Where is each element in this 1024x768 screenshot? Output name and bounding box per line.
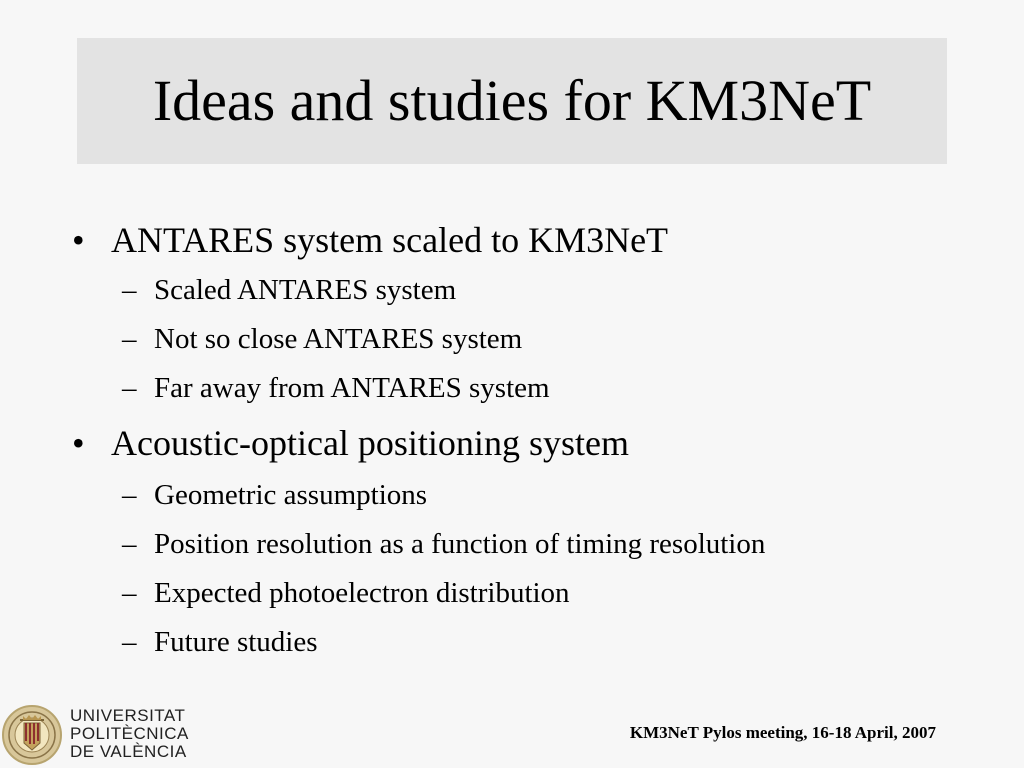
sub-bullet-text: Position resolution as a function of timing resolution [154,528,766,560]
dash-icon: – [122,528,137,560]
sub-bullet-text: Expected photoelectron distribution [154,577,570,609]
logo-line-1: UNIVERSITAT [70,706,186,725]
sub-bullet-item-1-2 [122,323,523,355]
dash-icon: – [122,626,137,658]
slide-footer: KM3NeT Pylos meeting, 16-18 April, 2007 [629,723,936,742]
bullet-text: ANTARES system scaled to KM3NeT [111,220,669,260]
sub-bullet-item-2-3 [122,577,570,609]
sub-bullet-item-2-4 [122,626,318,658]
sub-bullet-item-1-3 [122,372,550,404]
dash-icon: – [122,274,137,306]
sub-bullet-item-1-1 [122,274,457,306]
logo-line-3: DE VALÈNCIA [70,742,187,761]
logo-line-2: POLITÈCNICA [70,724,189,743]
bullet-icon: • [72,423,85,463]
bullet-item-2 [72,423,629,463]
slide-title: Ideas and studies for KM3NeT [152,68,872,133]
bullet-text: Acoustic-optical positioning system [111,423,629,463]
dash-icon: – [122,323,137,355]
dash-icon: – [122,372,137,404]
sub-bullet-text: Far away from ANTARES system [154,372,550,404]
sub-bullet-text: Geometric assumptions [154,479,428,511]
sub-bullet-text: Scaled ANTARES system [154,274,457,306]
bullet-icon: • [72,220,85,260]
dash-icon: – [122,577,137,609]
sub-bullet-item-2-1 [122,479,428,511]
sub-bullet-text: Not so close ANTARES system [154,323,523,355]
university-name [70,707,189,761]
sub-bullet-text: Future studies [154,626,318,658]
bullet-item-1 [72,220,669,260]
sub-bullet-item-2-2 [122,528,766,560]
dash-icon: – [122,479,137,511]
